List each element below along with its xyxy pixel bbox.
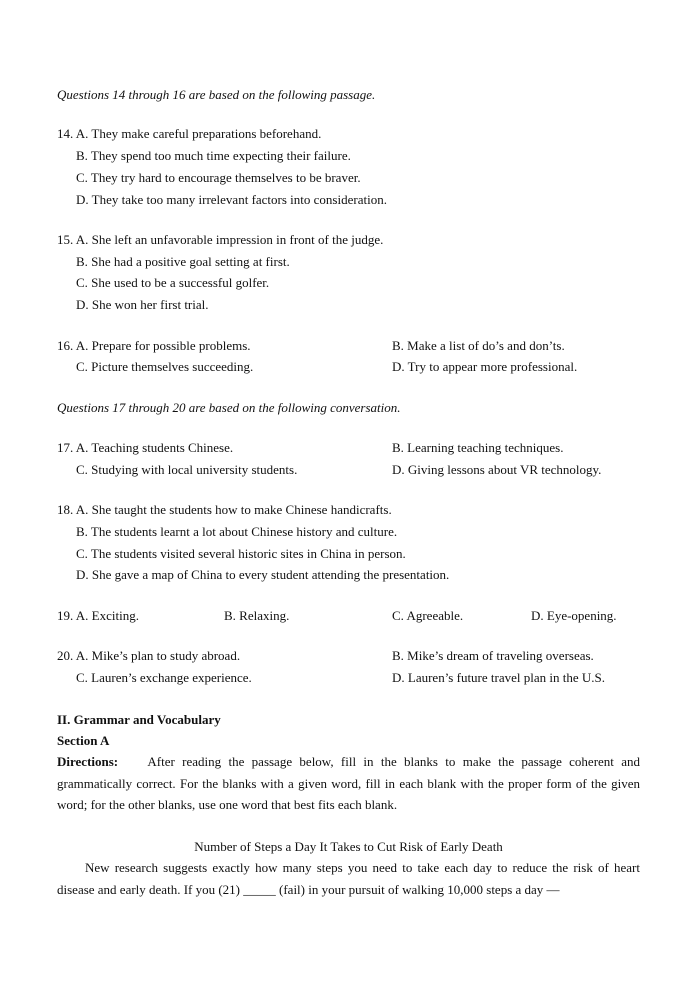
q17-option-c: C. Studying with local university students.: [76, 462, 298, 477]
q20-option-b: B. Mike’s dream of traveling overseas.: [392, 648, 594, 663]
section-heading: II. Grammar and Vocabulary: [57, 712, 221, 727]
q16-option-a: 16. A. Prepare for possible problems.: [57, 338, 251, 353]
q18-option-b: B. The students learnt a lot about Chinese history and culture.: [76, 524, 398, 539]
section-subheading: Section A: [57, 733, 110, 748]
directions-text: After reading the passage below, fill in the blanks to make the passage coherent and grammatically correct. For the blanks with a given word, fill in each blank with the proper form of the given word; for the other blanks, use one word that best fits each blank.: [57, 754, 640, 812]
q19-option-d: D. Eye-opening.: [531, 608, 617, 623]
q18-option-a: 18. A. She taught the students how to make Chinese handicrafts.: [57, 502, 392, 517]
q14-option-b: B. They spend too much time expecting their failure.: [76, 148, 351, 163]
q20-option-a: 20. A. Mike’s plan to study abroad.: [57, 648, 241, 663]
q20-option-d: D. Lauren’s future travel plan in the U.S.: [392, 670, 605, 685]
directions-paragraph: [57, 751, 640, 816]
passage-title: Number of Steps a Day It Takes to Cut Risk of Early Death: [194, 839, 503, 854]
q15-option-b: B. She had a positive goal setting at first.: [76, 254, 290, 269]
q17-option-b: B. Learning teaching techniques.: [392, 440, 564, 455]
q15-option-c: C. She used to be a successful golfer.: [76, 275, 270, 290]
directions-label: Directions:: [57, 754, 119, 769]
q18-option-c: C. The students visited several historic sites in China in person.: [76, 546, 406, 561]
q18-option-d: D. She gave a map of China to every student attending the presentation.: [76, 567, 450, 582]
passage-paragraph: New research suggests exactly how many steps you need to take each day to reduce the risk of heart disease and early death. If you (21) _____ (fail) in your pursuit of walking 10,000 steps a day —: [57, 860, 640, 897]
q20-option-c: C. Lauren’s exchange experience.: [76, 670, 252, 685]
q16-option-b: B. Make a list of do’s and don’ts.: [392, 338, 565, 353]
q19-option-c: C. Agreeable.: [392, 608, 464, 623]
q19-option-a: 19. A. Exciting.: [57, 608, 139, 623]
q15-option-d: D. She won her first trial.: [76, 297, 209, 312]
q17-option-a: 17. A. Teaching students Chinese.: [57, 440, 234, 455]
q14-option-a: 14. A. They make careful preparations beforehand.: [57, 126, 322, 141]
q15-option-a: 15. A. She left an unfavorable impression in front of the judge.: [57, 232, 384, 247]
q17-option-d: D. Giving lessons about VR technology.: [392, 462, 602, 477]
q16-option-d: D. Try to appear more professional.: [392, 359, 578, 374]
q16-option-c: C. Picture themselves succeeding.: [76, 359, 254, 374]
q14-option-c: C. They try hard to encourage themselves to be braver.: [76, 170, 361, 185]
q14-option-d: D. They take too many irrelevant factors into consideration.: [76, 192, 387, 207]
q14-16-intro: Questions 14 through 16 are based on the following passage.: [57, 87, 376, 102]
q19-option-b: B. Relaxing.: [224, 608, 290, 623]
q17-20-intro: Questions 17 through 20 are based on the following conversation.: [57, 400, 401, 415]
